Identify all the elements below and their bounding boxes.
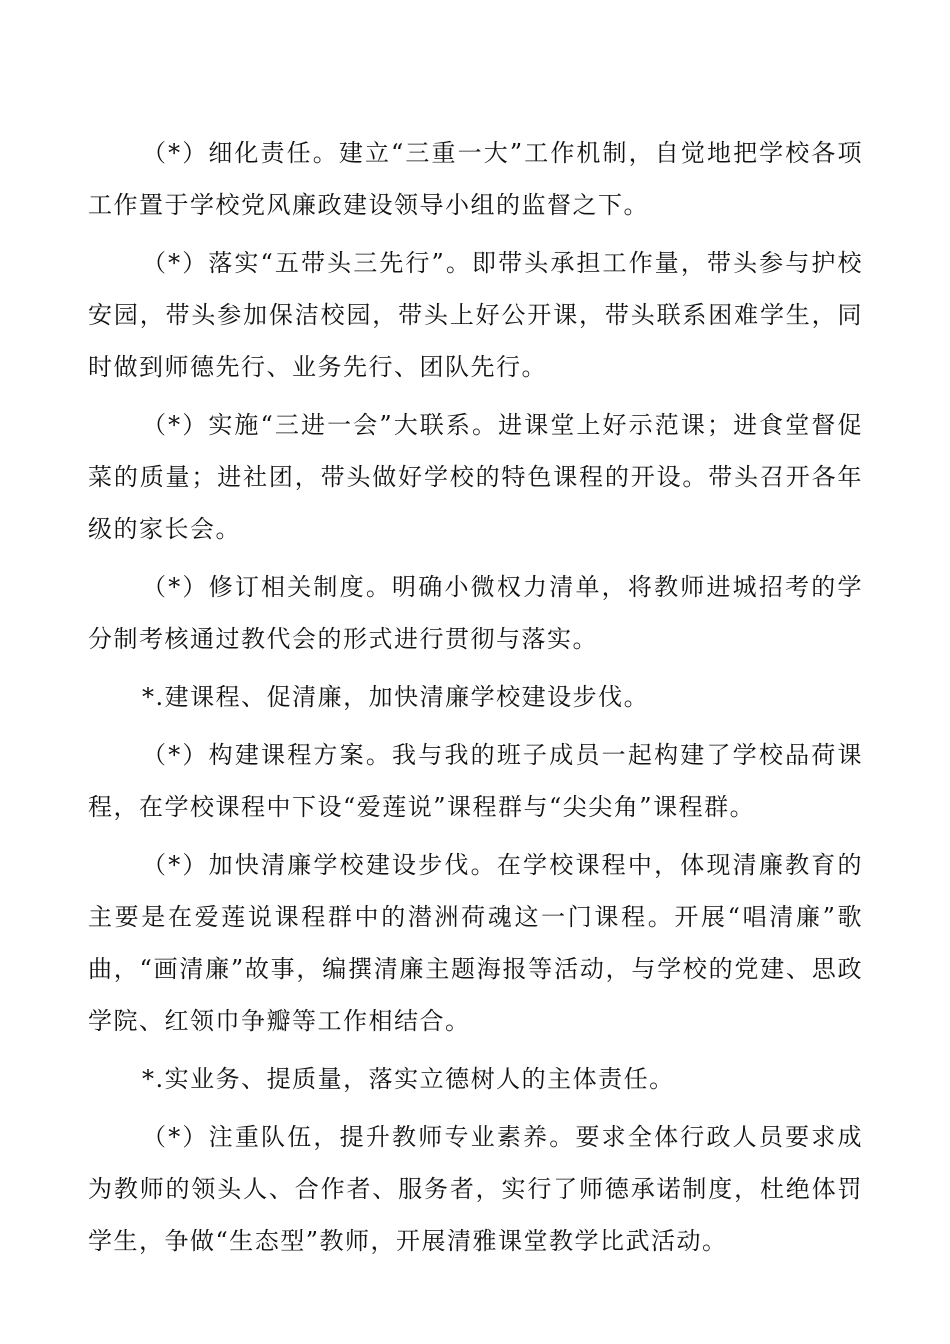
paragraph-three-entries: （*）实施“三进一会”大联系。进课堂上好示范课；进食堂督促菜的质量；进社团，带头做好学校的特色课程的开设。带头召开各年级的家长会。: [88, 411, 863, 543]
paragraph-revise-system: （*）修订相关制度。明确小微权力清单，将教师进城招考的学分制考核通过教代会的形式进行贯彻与落实。: [88, 573, 863, 653]
paragraph-teacher-team: （*）注重队伍，提升教师专业素养。要求全体行政人员要求成为教师的领头人、合作者、服务者，实行了师德承诺制度，杜绝体罚学生，争做“生态型”教师，开展清雅课堂教学比武活动。: [88, 1123, 863, 1255]
paragraph-section-curriculum: *.建课程、促清廉，加快清廉学校建设步伐。: [142, 683, 650, 711]
paragraph-curriculum-plan: （*）构建课程方案。我与我的班子成员一起构建了学校品荷课程，在学校课程中下设“爱莲说”课程群与“尖尖角”课程群。: [88, 741, 863, 821]
paragraph-accelerate-construction: （*）加快清廉学校建设步伐。在学校课程中，体现清廉教育的主要是在爱莲说课程群中的潜洲荷魂这一门课程。开展“唱清廉”歌曲，“画清廉”故事，编撰清廉主题海报等活动，与学校的党建、思政学院、红领巾争瓣等工作相结合。: [88, 851, 863, 1035]
paragraph-five-leads: （*）落实“五带头三先行”。即带头承担工作量，带头参与护校安园，带头参加保洁校园，带头上好公开课，带头联系困难学生，同时做到师德先行、业务先行、团队先行。: [88, 249, 863, 381]
paragraph-section-quality: *.实业务、提质量，落实立德树人的主体责任。: [142, 1065, 675, 1093]
document-body: [88, 127, 863, 1273]
paragraph-refine-responsibility: （*）细化责任。建立“三重一大”工作机制，自觉地把学校各项工作置于学校党风廉政建设领导小组的监督之下。: [88, 139, 863, 219]
